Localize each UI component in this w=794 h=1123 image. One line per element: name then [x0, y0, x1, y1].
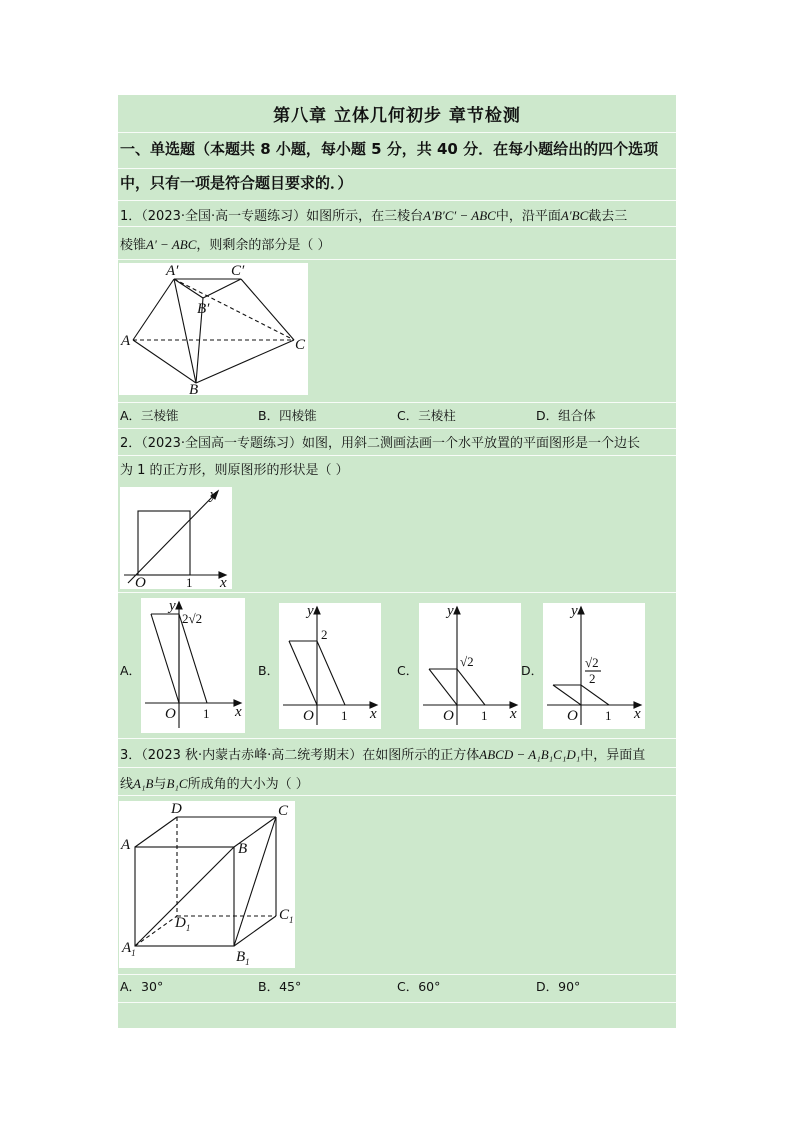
question-text: 所成角的大小为（ ） — [187, 777, 309, 792]
option-c[interactable]: C．三棱柱 — [397, 408, 456, 423]
divider — [118, 428, 676, 429]
option-a-letter[interactable]: A． — [120, 663, 142, 678]
origin-label: O — [443, 708, 454, 724]
origin-label: O — [567, 708, 578, 724]
tick-label: 1 — [481, 708, 488, 723]
axis-label-x: x — [510, 706, 517, 722]
origin-label: O — [135, 575, 146, 589]
divider — [118, 592, 676, 593]
question-text: 中，沿平面 — [495, 209, 561, 224]
divider — [118, 767, 676, 768]
vertex-label: B — [238, 841, 248, 857]
question-text: 与 — [153, 777, 167, 792]
fraction-numerator: √2 — [585, 655, 599, 670]
vertex-label: B′ — [197, 301, 210, 317]
axis-label-y: y — [571, 603, 578, 619]
question-2-line2: 为 1 的正方形，则原图形的形状是（ ） — [120, 463, 349, 478]
vertex-label: $B_1$ — [236, 949, 250, 967]
vertex-label: $D_1$ — [175, 915, 191, 933]
option-b[interactable]: B．四棱锥 — [258, 408, 317, 423]
section-heading-line1: 一、单选题（本题共 8 小题，每小题 5 分，共 40 分．在每小题给出的四个选项 — [120, 140, 659, 158]
math-expression: ABCD − A₁B₁C₁D₁ — [479, 747, 581, 762]
axis-label-x: x — [634, 706, 641, 722]
divider — [118, 226, 676, 227]
divider — [118, 455, 676, 456]
axis-label-x: x — [235, 704, 242, 720]
divider — [118, 259, 676, 260]
question-number: 3． — [120, 748, 142, 763]
tick-label: 1 — [186, 575, 193, 589]
vertex-label: C — [278, 803, 289, 819]
exam-sheet — [118, 95, 676, 1028]
cube-figure — [119, 801, 295, 968]
vertex-label: C′ — [231, 263, 245, 279]
option-d[interactable]: D．90° — [536, 979, 581, 994]
section-heading-line2: 中，只有一项是符合题目要求的．） — [120, 174, 353, 192]
math-expression: B₁C — [166, 776, 188, 791]
question-text: ，则剩余的部分是（ ） — [196, 238, 331, 253]
vertex-label: B — [189, 382, 199, 395]
divider — [118, 974, 676, 975]
vertex-label: A — [121, 837, 131, 853]
vertex-label: D — [171, 801, 182, 817]
math-expression: A′ − ABC — [146, 237, 197, 252]
option-a-figure[interactable] — [141, 598, 245, 733]
question-text: 如图，用斜二测画法画一个水平放置的平面图形是一个边长 — [302, 436, 641, 451]
question-text: 如图所示，在三棱台 — [306, 209, 424, 224]
page-title: 第八章 立体几何初步 章节检测 — [273, 106, 521, 126]
option-b[interactable]: B．45° — [258, 979, 302, 994]
option-d[interactable]: D．组合体 — [536, 408, 596, 423]
origin-label: O — [165, 706, 176, 722]
math-expression: A′BC — [560, 208, 589, 223]
tick-label: 2√2 — [182, 611, 203, 626]
question-text: 棱锥 — [120, 238, 147, 253]
divider — [118, 168, 676, 169]
question-3-line1 — [120, 744, 645, 763]
vertex-label: $A_1$ — [122, 940, 136, 958]
question-source: （2023 秋·内蒙古赤峰·高二统考期末） — [141, 748, 363, 763]
axis-label-y: y — [307, 603, 314, 619]
axis-label-x: x — [220, 575, 227, 589]
question-2-line1 — [120, 432, 640, 451]
option-b-letter[interactable]: B． — [258, 663, 280, 678]
tick-label: 2 — [321, 627, 328, 642]
option-c-letter[interactable]: C． — [397, 663, 419, 678]
divider — [118, 132, 676, 133]
question-1-line1 — [120, 205, 627, 224]
divider — [118, 795, 676, 796]
question-text: 中，异面直 — [580, 748, 646, 763]
question-number: 1． — [120, 209, 142, 224]
tick-label: 1 — [203, 706, 210, 721]
axis-label-y: y — [169, 598, 176, 614]
axis-label-x: x — [370, 706, 377, 722]
option-d-figure[interactable] — [543, 603, 645, 729]
question-source: （2023·全国高一专题练习） — [141, 436, 302, 451]
option-b-figure[interactable] — [279, 603, 381, 729]
option-a[interactable]: A．三棱锥 — [120, 408, 179, 423]
option-d-letter[interactable]: D． — [521, 663, 544, 678]
question-text: 截去三 — [588, 209, 628, 224]
fraction-denominator: 2 — [589, 671, 596, 686]
divider — [118, 200, 676, 201]
option-c[interactable]: C．60° — [397, 979, 441, 994]
question-source: （2023·全国·高一专题练习） — [141, 209, 307, 224]
tick-label: 1 — [605, 708, 612, 723]
origin-label: O — [303, 708, 314, 724]
question-text: 在如图所示的正方体 — [362, 748, 480, 763]
vertex-label: A — [121, 333, 131, 349]
divider — [118, 738, 676, 739]
math-expression: A₁B — [133, 776, 154, 791]
vertex-label: $C_1$ — [279, 907, 294, 925]
axis-label-y: y — [210, 487, 217, 503]
option-a[interactable]: A．30° — [120, 979, 164, 994]
question-number: 2． — [120, 436, 142, 451]
oblique-square-figure — [120, 487, 232, 589]
divider — [118, 402, 676, 403]
axis-label-y: y — [447, 603, 454, 619]
question-1-line2 — [120, 234, 331, 253]
frustum-figure — [119, 263, 308, 395]
tick-label: √2 — [460, 654, 474, 669]
question-3-line2 — [120, 773, 309, 792]
question-text: 线 — [120, 777, 134, 792]
vertex-label: A′ — [166, 263, 179, 279]
vertex-label: C — [295, 337, 306, 353]
divider — [118, 1002, 676, 1003]
math-expression: A′B′C′ − ABC — [423, 208, 496, 223]
tick-label: 1 — [341, 708, 348, 723]
option-c-figure[interactable] — [419, 603, 521, 729]
